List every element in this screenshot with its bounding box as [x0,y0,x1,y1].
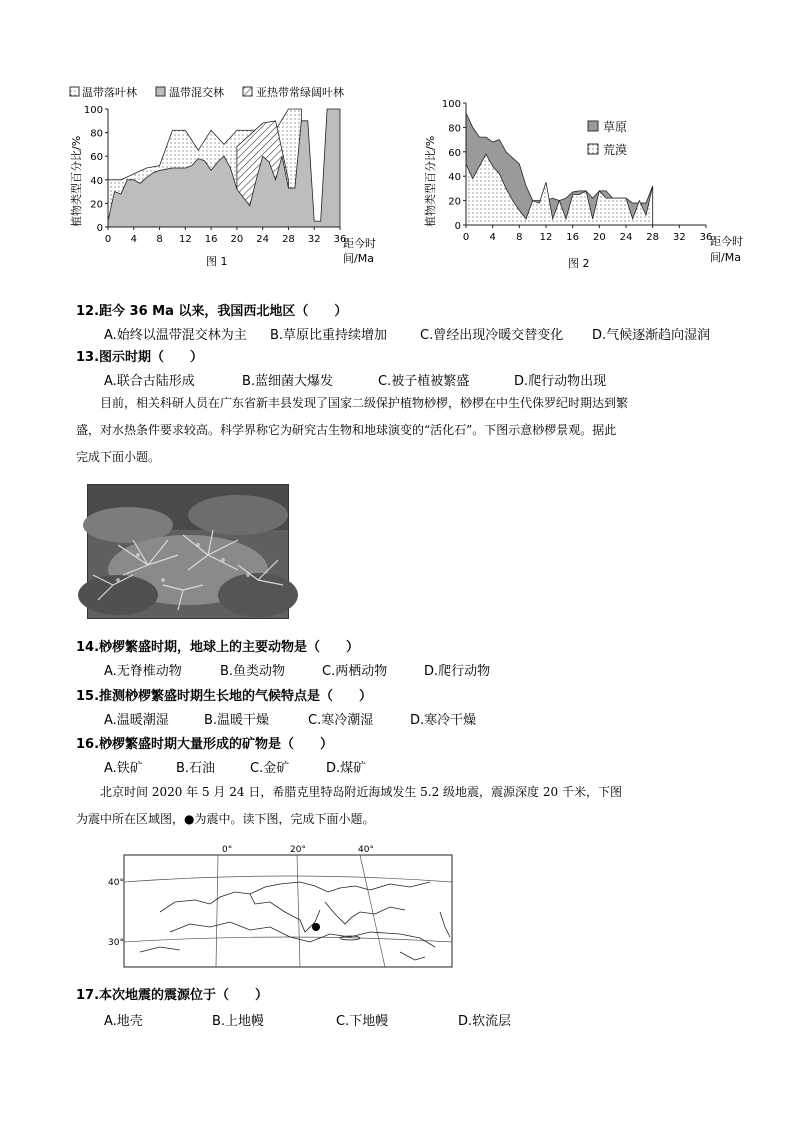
question-14: 14.桫椤繁盛时期，地球上的主要动物是（ ） [76,640,360,655]
question-13: 13.图示时期（ ） [76,350,204,365]
option-d[interactable]: D.软流层 [458,1014,512,1029]
legend-swatch-grassland [588,121,598,131]
passage-line: 完成下面小题。 [76,450,161,464]
option-b[interactable]: B.石油 [176,761,216,776]
passage-suoluo [76,390,716,471]
option-c[interactable]: C.被子植被繁盛 [378,374,470,389]
option-d[interactable]: D.爬行动物出现 [514,374,607,389]
y-tick-label: 80 [90,128,103,140]
y-tick-label: 80 [448,123,461,135]
x-tick-label: 0 [104,234,112,245]
legend-label: 荒漠 [603,143,628,157]
legend-label: 草原 [603,120,628,134]
x-tick-label: 16 [204,234,218,245]
option-a[interactable]: A.铁矿 [104,761,143,776]
figure-2-svg [420,92,755,272]
x-tick-label: 32 [307,234,321,245]
passage-earthquake [76,779,716,833]
y-tick-label: 0 [96,223,103,234]
x-tick-label: 12 [539,232,553,243]
option-c[interactable]: C.曾经出现冷暖交替变化 [420,328,564,343]
x-tick-label: 36 [333,234,347,245]
x-tick-label: 28 [646,232,660,243]
option-a[interactable]: A.地壳 [104,1014,143,1029]
longitude-label: 20° [290,845,306,855]
option-d[interactable]: D.煤矿 [326,761,367,776]
legend-swatch-evergreen [243,87,252,96]
x-axis-label: 间/Ma [710,251,741,264]
tree-fern-illustration [88,485,288,618]
figure-1-svg [66,82,376,268]
option-b[interactable]: B.鱼类动物 [220,664,286,679]
option-a[interactable]: A.温暖潮湿 [104,713,169,728]
y-tick-label: 60 [448,147,461,159]
passage-line: 为震中所在区域图，●为震中。读下图，完成下面小题。 [76,812,375,826]
option-b[interactable]: B.蓝细菌大爆发 [242,374,334,389]
longitude-label: 0° [222,845,233,855]
figure-caption: 图 1 [206,255,228,268]
legend-label: 亚热带常绿阔叶林 [256,86,344,99]
y-tick-label: 100 [441,99,461,110]
x-tick-label: 28 [282,234,295,245]
figure-1-plot [108,109,340,227]
question-15: 15.推测桫椤繁盛时期生长地的气候特点是（ ） [76,689,373,704]
passage-line: 盛，对水热条件要求较高。科学界称它为研究古生物和地球演变的“活化石”。下图示意桫椤景观。据此 [76,423,617,437]
option-c[interactable]: C.下地幔 [336,1014,389,1029]
epicenter-marker [312,923,320,931]
y-tick-label: 60 [90,152,103,164]
x-tick-label: 20 [230,234,244,245]
figure-caption: 图 2 [568,257,590,270]
x-tick-label: 36 [699,232,713,243]
passage-line: 目前，相关科研人员在广东省新丰县发现了国家二级保护植物桫椤，桫椤在中生代侏罗纪时期达到繁 [100,396,629,410]
figure-2 [420,92,755,272]
y-tick-label: 100 [83,105,103,116]
question-12: 12.距今 36 Ma 以来，我国西北地区（ ） [76,304,348,319]
x-tick-label: 4 [489,232,496,243]
y-tick-label: 0 [454,221,461,232]
legend-swatch-mixed [156,87,165,96]
x-tick-label: 16 [566,232,580,243]
option-d[interactable]: D.气候逐渐趋向湿润 [592,328,711,343]
legend-label: 温带混交林 [169,86,224,99]
x-tick-label: 24 [619,232,633,243]
y-tick-label: 20 [448,196,461,208]
option-c[interactable]: C.寒冷潮湿 [308,713,374,728]
option-c[interactable]: C.金矿 [250,761,290,776]
x-tick-label: 8 [516,232,523,243]
x-tick-label: 0 [462,232,470,243]
option-a[interactable]: A.联合古陆形成 [104,374,195,389]
y-tick-label: 20 [90,199,103,211]
x-tick-label: 4 [130,234,137,245]
latitude-label: 30° [108,938,124,948]
option-a[interactable]: A.无脊椎动物 [104,664,182,679]
question-17: 17.本次地震的震源位于（ ） [76,988,269,1003]
latitude-label: 40° [108,878,124,888]
legend-label: 温带落叶林 [82,86,137,99]
x-tick-label: 20 [592,232,606,243]
x-axis-label: 间/Ma [343,252,374,265]
y-tick-label: 40 [448,172,461,184]
series-mixed-area [108,109,340,227]
x-axis-label: 距今时 [710,235,743,248]
y-axis-label: 植物类型百分比/% [424,135,437,227]
legend-swatch-desert [588,144,598,154]
y-tick-label: 40 [90,175,103,187]
x-axis-label: 距今时 [343,237,376,250]
y-axis-label: 植物类型百分比/% [70,135,83,227]
option-b[interactable]: B.温暖干燥 [204,713,270,728]
x-tick-label: 24 [256,234,270,245]
option-a[interactable]: A.始终以温带混交林为主 [104,328,247,343]
option-d[interactable]: D.寒冷干燥 [410,713,477,728]
option-b[interactable]: B.草原比重持续增加 [270,328,388,343]
x-tick-label: 12 [178,234,192,245]
passage-line: 北京时间 2020 年 5 月 24 日，希腊克里特岛附近海域发生 5.2 级地震，震源深度 20 千米，下图 [100,785,622,799]
figure-1 [66,82,376,268]
tree-fern-photo [87,484,289,619]
longitude-label: 40° [358,845,374,855]
question-16: 16.桫椤繁盛时期大量形成的矿物是（ ） [76,737,334,752]
mediterranean-map [100,842,470,977]
legend-swatch-deciduous [70,87,79,96]
option-b[interactable]: B.上地幔 [212,1014,265,1029]
x-tick-label: 32 [672,232,686,243]
map-area [100,842,470,981]
x-tick-label: 8 [156,234,163,245]
option-d[interactable]: D.爬行动物 [424,664,491,679]
option-c[interactable]: C.两栖动物 [322,664,388,679]
